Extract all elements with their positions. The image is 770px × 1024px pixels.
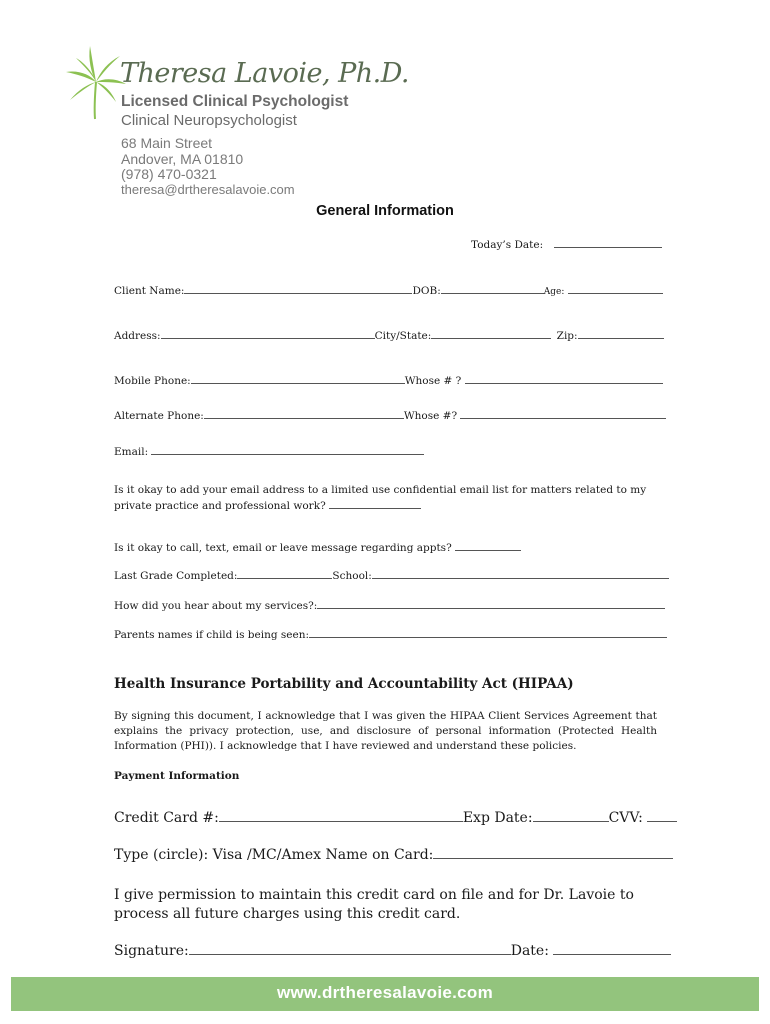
email-list-question: [114, 483, 657, 514]
contact-answer-field[interactable]: [455, 540, 521, 551]
zip-label: Zip:: [556, 330, 578, 342]
client-name-label: Client Name:: [114, 285, 185, 297]
last-grade-label: Last Grade Completed:: [114, 570, 238, 582]
contact-question-row: [114, 540, 521, 554]
address-field[interactable]: [161, 328, 375, 339]
city-state-field[interactable]: [431, 328, 551, 339]
letterhead-street: 68 Main Street: [121, 135, 213, 151]
date-field[interactable]: [553, 941, 671, 955]
letterhead-city: Andover, MA 01810: [121, 151, 244, 167]
hipaa-heading: Health Insurance Portability and Accountability Act (HIPAA): [114, 676, 574, 692]
address-label: Address:: [114, 330, 161, 342]
whose-alternate-field[interactable]: [460, 408, 666, 419]
city-state-label: City/State:: [374, 330, 432, 342]
mobile-phone-field[interactable]: [191, 373, 405, 384]
mobile-phone-label: Mobile Phone:: [114, 375, 191, 387]
parents-names-field[interactable]: [309, 627, 667, 638]
whose-mobile-label: Whose # ?: [404, 375, 462, 387]
payment-heading: Payment Information: [114, 770, 240, 782]
client-name-field[interactable]: [184, 283, 412, 294]
email-row: [114, 444, 424, 458]
date-label: Date:: [510, 943, 549, 959]
address-row: [114, 328, 664, 342]
signature-field[interactable]: [189, 941, 511, 955]
zip-field[interactable]: [578, 328, 664, 339]
email-field[interactable]: [151, 444, 424, 455]
exp-date-label: Exp Date:: [462, 810, 533, 826]
todays-date-row: [471, 237, 662, 251]
email-list-question-text: Is it okay to add your email address to a limited use confidential email list for matters related to my private practice and professional work?: [114, 484, 647, 512]
mobile-phone-row: [114, 373, 663, 387]
cvv-field[interactable]: [647, 808, 677, 822]
exp-date-field[interactable]: [533, 808, 609, 822]
hipaa-text: By signing this document, I acknowledge that I was given the HIPAA Client Services Agreement that explains the privacy protection, use, and disclosure of personal information (Protected Health Information (PHI)). I acknowledge that I have reviewed and understand these policies.: [114, 710, 657, 752]
age-label: Age:: [543, 287, 565, 297]
credit-card-row: [114, 808, 677, 826]
name-on-card-field[interactable]: [433, 845, 673, 859]
alternate-phone-row: [114, 408, 666, 422]
email-label: Email:: [114, 446, 149, 458]
letterhead-email: theresa@drtheresalavoie.com: [121, 182, 295, 197]
referral-label: How did you hear about my services?:: [114, 600, 318, 612]
school-label: School:: [332, 570, 372, 582]
education-row: [114, 568, 669, 582]
parents-names-label: Parents names if child is being seen:: [114, 629, 310, 641]
client-name-row: [114, 283, 663, 297]
age-field[interactable]: [568, 283, 663, 294]
footer-banner: [11, 977, 759, 1011]
form-title: General Information: [316, 203, 454, 219]
dob-label: DOB:: [412, 285, 441, 297]
dob-field[interactable]: [441, 283, 544, 294]
credit-card-field[interactable]: [219, 808, 463, 822]
email-list-answer-field[interactable]: [329, 498, 421, 509]
card-type-row: [114, 845, 673, 863]
last-grade-field[interactable]: [237, 568, 332, 579]
parents-names-row: [114, 627, 667, 641]
letterhead-title-secondary: Clinical Neuropsychologist: [121, 112, 297, 129]
card-permission-text: I give permission to maintain this credit card on file and for Dr. Lavoie to process all future charges using this credit card.: [114, 887, 634, 922]
contact-question-text: Is it okay to call, text, email or leave message regarding appts?: [114, 542, 452, 554]
alternate-phone-field[interactable]: [204, 408, 404, 419]
whose-mobile-field[interactable]: [465, 373, 663, 384]
cvv-label: CVV:: [608, 810, 643, 826]
referral-row: [114, 598, 665, 612]
credit-card-label: Credit Card #:: [114, 810, 219, 826]
letterhead-phone: (978) 470-0321: [121, 166, 217, 182]
referral-field[interactable]: [317, 598, 665, 609]
letterhead-name: Theresa Lavoie, Ph.D.: [120, 58, 410, 89]
letterhead-title-primary: Licensed Clinical Psychologist: [121, 93, 349, 110]
alternate-phone-label: Alternate Phone:: [114, 410, 204, 422]
school-field[interactable]: [372, 568, 669, 579]
signature-row: [114, 941, 671, 959]
todays-date-label: Today’s Date:: [471, 239, 544, 251]
palm-leaf-logo-icon: [64, 44, 128, 120]
signature-label: Signature:: [114, 943, 189, 959]
card-type-label: Type (circle): Visa /MC/Amex Name on Card:: [114, 847, 434, 863]
todays-date-field[interactable]: [554, 237, 662, 248]
whose-alternate-label: Whose #?: [403, 410, 458, 422]
footer-url[interactable]: www.drtheresalavoie.com: [276, 983, 493, 1002]
